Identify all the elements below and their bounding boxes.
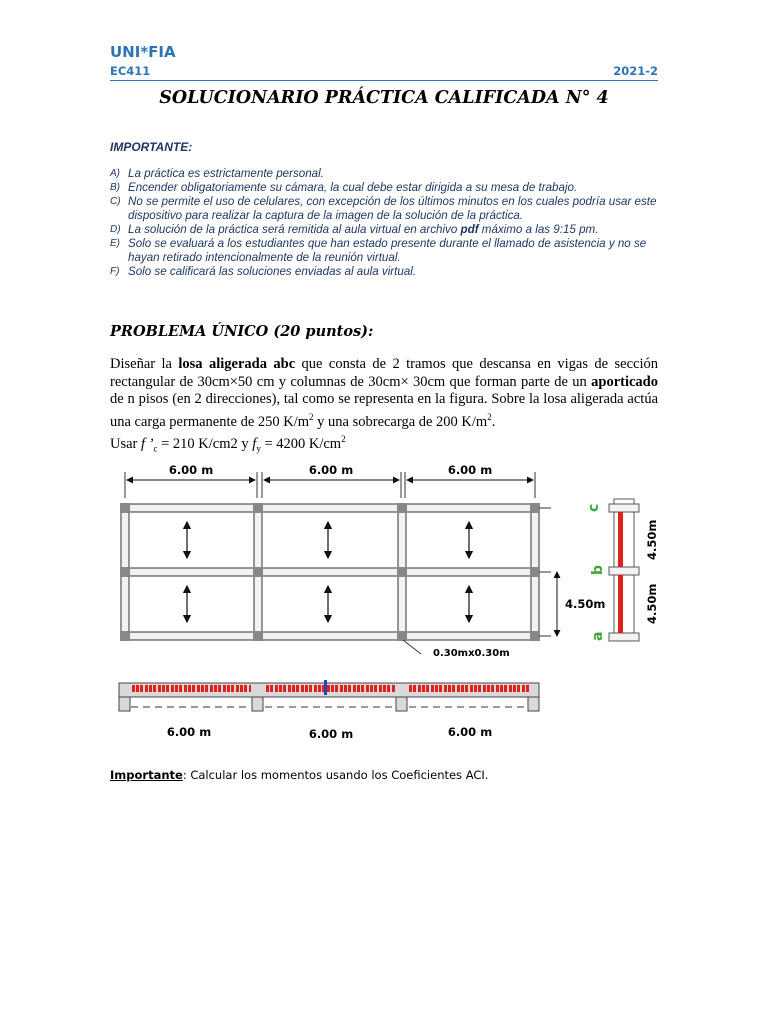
rule-marker: D) [110, 224, 121, 235]
academic-term: 2021-2 [613, 64, 658, 78]
rule-marker: E) [110, 238, 120, 249]
section-letter-a: a [590, 631, 606, 641]
rule-item [110, 223, 670, 237]
rule-text: Solo se calificará las soluciones enviadas al aula virtual. [128, 265, 417, 278]
page-title: SOLUCIONARIO PRÁCTICA CALIFICADA N° 4 [159, 88, 609, 108]
course-code: EC411 [110, 64, 151, 78]
section-abc [586, 499, 659, 641]
bay-dimension [557, 572, 605, 636]
superscript: 2 [487, 411, 492, 422]
rule-item [110, 237, 670, 265]
statement-bold: losa aligerada abc [178, 356, 296, 372]
span-label-2: 6.00 m [308, 463, 354, 477]
section-height-top: 4.50m [645, 519, 659, 560]
statement-bold: aporticado [591, 373, 658, 390]
section-height-bottom: 4.50m [645, 583, 659, 624]
fc-symbol: f ’ [141, 435, 154, 452]
bottom-span-label-2: 6.00 m [308, 727, 354, 741]
institution-brand: UNI*FIA [110, 43, 176, 61]
statement-text: de n pisos (en 2 direcciones), tal como se representa en la figura. Sobre la losa aligerada actúa una carga permanente de 250 K/m [110, 391, 658, 430]
header-row [110, 64, 658, 81]
bottom-span-label-3: 6.00 m [447, 725, 493, 739]
subscript: y [256, 443, 261, 454]
rule-item [110, 265, 670, 279]
rule-item [110, 195, 670, 223]
note-line [110, 768, 488, 782]
rule-text: La solución de la práctica será remitida al aula virtual en archivo [128, 223, 461, 236]
column-label: 0.30mx0.30m [433, 648, 510, 659]
superscript: 2 [309, 411, 314, 422]
structural-figure [105, 450, 670, 750]
rule-marker: A) [110, 168, 120, 179]
superscript: 2 [341, 433, 346, 444]
statement-text: = 210 K/cm2 y [157, 435, 253, 452]
rules-list [110, 167, 670, 279]
span-label-3: 6.00 m [447, 463, 493, 477]
rule-text: La práctica es estrictamente personal. [128, 167, 324, 180]
problem-statement [110, 356, 658, 458]
plan-view [120, 503, 551, 641]
slab-elevation [119, 680, 539, 741]
rule-bold: pdf [460, 223, 479, 236]
column-callout [403, 640, 510, 659]
note-label: Importante [110, 768, 183, 782]
important-heading: IMPORTANTE: [110, 140, 193, 154]
bay-label: 4.50m [565, 597, 606, 611]
subscript: c [153, 443, 158, 454]
rule-text: Solo se evaluará a los estudiantes que han estado presente durante el llamado de asistencia y no se hayan retirado intencionalmente de la reunión virtual. [128, 237, 647, 264]
statement-text: . [491, 413, 496, 430]
statement-text: Usar [110, 435, 142, 452]
section-letter-c: c [586, 503, 602, 512]
statement-text: = 4200 K/cm [260, 435, 342, 452]
span-label-1: 6.00 m [168, 463, 214, 477]
statement-paragraph [110, 356, 658, 431]
bottom-span-label-1: 6.00 m [166, 725, 212, 739]
statement-text: que consta de 2 tramos que descansa en vigas de sección rectangular de 30cm×50 cm y columnas de 30cm× 30cm que forman parte de un [110, 356, 658, 390]
rule-text: máximo a las 9:15 pm. [478, 223, 599, 236]
rule-text: Encender obligatoriamente su cámara, la cual debe estar dirigida a su mesa de trabajo. [128, 181, 578, 194]
rule-marker: C) [110, 196, 121, 207]
rule-text: No se permite el uso de celulares, con excepción de los últimos minutos en los cuales podría usar este dispositivo para realizar la captura de la imagen de la solución de la práctica. [128, 195, 657, 222]
rule-marker: F) [110, 266, 120, 277]
rule-item [110, 167, 670, 181]
statement-text: Diseñar la [110, 356, 179, 372]
rule-marker: B) [110, 182, 120, 193]
section-letter-b: b [590, 564, 606, 575]
top-dimensions [125, 463, 535, 498]
statement-text: y una sobrecarga de 200 K/m [313, 413, 488, 430]
fy-symbol: f [252, 435, 257, 452]
rule-item [110, 181, 670, 195]
note-text: : Calcular los momentos usando los Coeficientes ACI. [182, 768, 489, 782]
problem-heading: PROBLEMA ÚNICO (20 puntos): [110, 323, 374, 340]
